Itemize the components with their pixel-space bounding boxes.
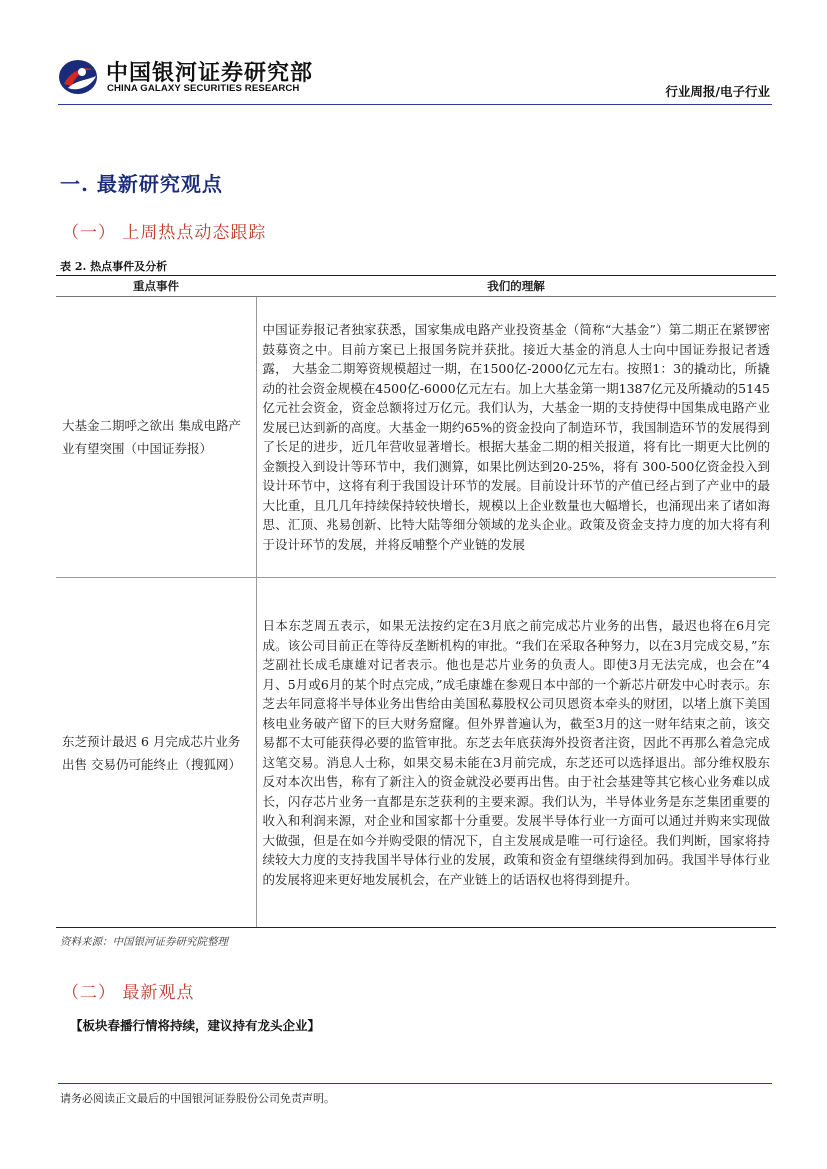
key-recommendation: 【板块春播行情将持续，建议持有龙头企业】 bbox=[70, 1018, 321, 1033]
section-title: 一. 最新研究观点 bbox=[60, 172, 223, 196]
subsection-title-latest-views: （二） 最新观点 bbox=[62, 983, 195, 1003]
logo-chinese-name: 中国银河证券研究部 bbox=[106, 61, 314, 86]
header-divider bbox=[58, 104, 772, 105]
galaxy-logo-icon bbox=[58, 58, 98, 96]
subsection-title-hot-topics: （一） 上周热点动态跟踪 bbox=[62, 223, 267, 243]
table-source-note: 资料来源：中国银河证券研究院整理 bbox=[60, 936, 228, 948]
page-header bbox=[58, 52, 772, 104]
event-cell: 东芝预计最迟 6 月完成芯片业务出售 交易仍可能终止（搜狐网） bbox=[56, 578, 256, 928]
footer-disclaimer: 请务必阅读正文最后的中国银河证券股份公司免责声明。 bbox=[60, 1092, 335, 1105]
table-row bbox=[56, 578, 776, 928]
column-header-event: 重点事件 bbox=[56, 276, 256, 297]
footer-divider bbox=[58, 1083, 772, 1084]
column-header-analysis: 我们的理解 bbox=[256, 276, 776, 297]
table-row bbox=[56, 297, 776, 578]
table-caption: 表 2. 热点事件及分析 bbox=[60, 260, 168, 273]
report-type-label: 行业周报/电子行业 bbox=[665, 84, 770, 99]
logo-english-name: CHINA GALAXY SECURITIES RESEARCH bbox=[107, 83, 300, 94]
hot-events-table bbox=[56, 275, 776, 928]
table-header-row bbox=[56, 276, 776, 297]
analysis-cell: 中国证券报记者独家获悉，国家集成电路产业投资基金（简称“大基金”）第二期正在紧锣密鼓募资之中。目前方案已上报国务院并获批。接近大基金的消息人士向中国证券报记者透露， 大基金二期筹资规模超过一期，在1500亿-2000亿元左右。按照1：3的撬动比，所撬动的社会资金规模在4500亿-6000亿元左右。加上大基金第一期1387亿元及所撬动的5145亿元社会资金，资金总额将过万亿元。我们认为，大基金一期的支持使得中国集成电路产业发展已达到新的高度。大基金一期约65%的资金投向了制造环节，我国制造环节的发展得到了长足的进步，近几年营收显著增长。根据大基金二期的相关报道，将有比一期更大比例的金额投入到设计等环节中，我们测算，如果比例达到20-25%，将有 300-500亿资金投入到设计环节中，这将有利于我国设计环节的发展。目前设计环节的产值已经占到了产业中的最大比重，且几几年持续保持较快增长，规模以上企业数量也大幅增长，也涌现出来了诸如海思、汇顶、兆易创新、比特大陆等细分领域的龙头企业。政策及资金支持力度的加大将有利于设计环节的发展，并将反哺整个产业链的发展 bbox=[256, 297, 776, 578]
event-cell: 大基金二期呼之欲出 集成电路产业有望突围（中国证券报） bbox=[56, 297, 256, 578]
analysis-cell: 日本东芝周五表示，如果无法按约定在3月底之前完成芯片业务的出售，最迟也将在6月完成。该公司目前正在等待反垄断机构的审批。“我们在采取各种努力，以在3月完成交易，”东芝副社长成毛康雄对记者表示。他也是芯片业务的负责人。即使3月无法完成，也会在”4月、5月或6月的某个时点完成，”成毛康雄在参观日本中部的一个新芯片研发中心时表示。东芝去年同意将半导体业务出售给由美国私募股权公司贝恩资本牵头的财团，以堵上旗下美国核电业务破产留下的巨大财务窟窿。但外界普遍认为，截至3月的这一财年结束之前，该交易都不太可能获得必要的监管审批。东芝去年底获海外投资者注资，因此不再那么着急完成这笔交易。消息人士称，如果交易未能在3月前完成，东芝还可以选择退出。部分维权股东反对本次出售，称有了新注入的资金就没必要再出售。由于社会基建等其它核心业务难以成长，闪存芯片业务一直都是东芝获利的主要来源。我们认为，半导体业务是东芝集团重要的收入和利润来源，对企业和国家都十分重要。发展半导体行业一方面可以通过并购来实现做大做强，但是在如今并购受限的情况下，自主发展成是唯一可行途径。我们判断，国家将持续较大力度的支持我国半导体行业的发展，政策和资金有望继续得到加码。我国半导体行业的发展将迎来更好地发展机会，在产业链上的话语权也将得到提升。 bbox=[256, 578, 776, 928]
